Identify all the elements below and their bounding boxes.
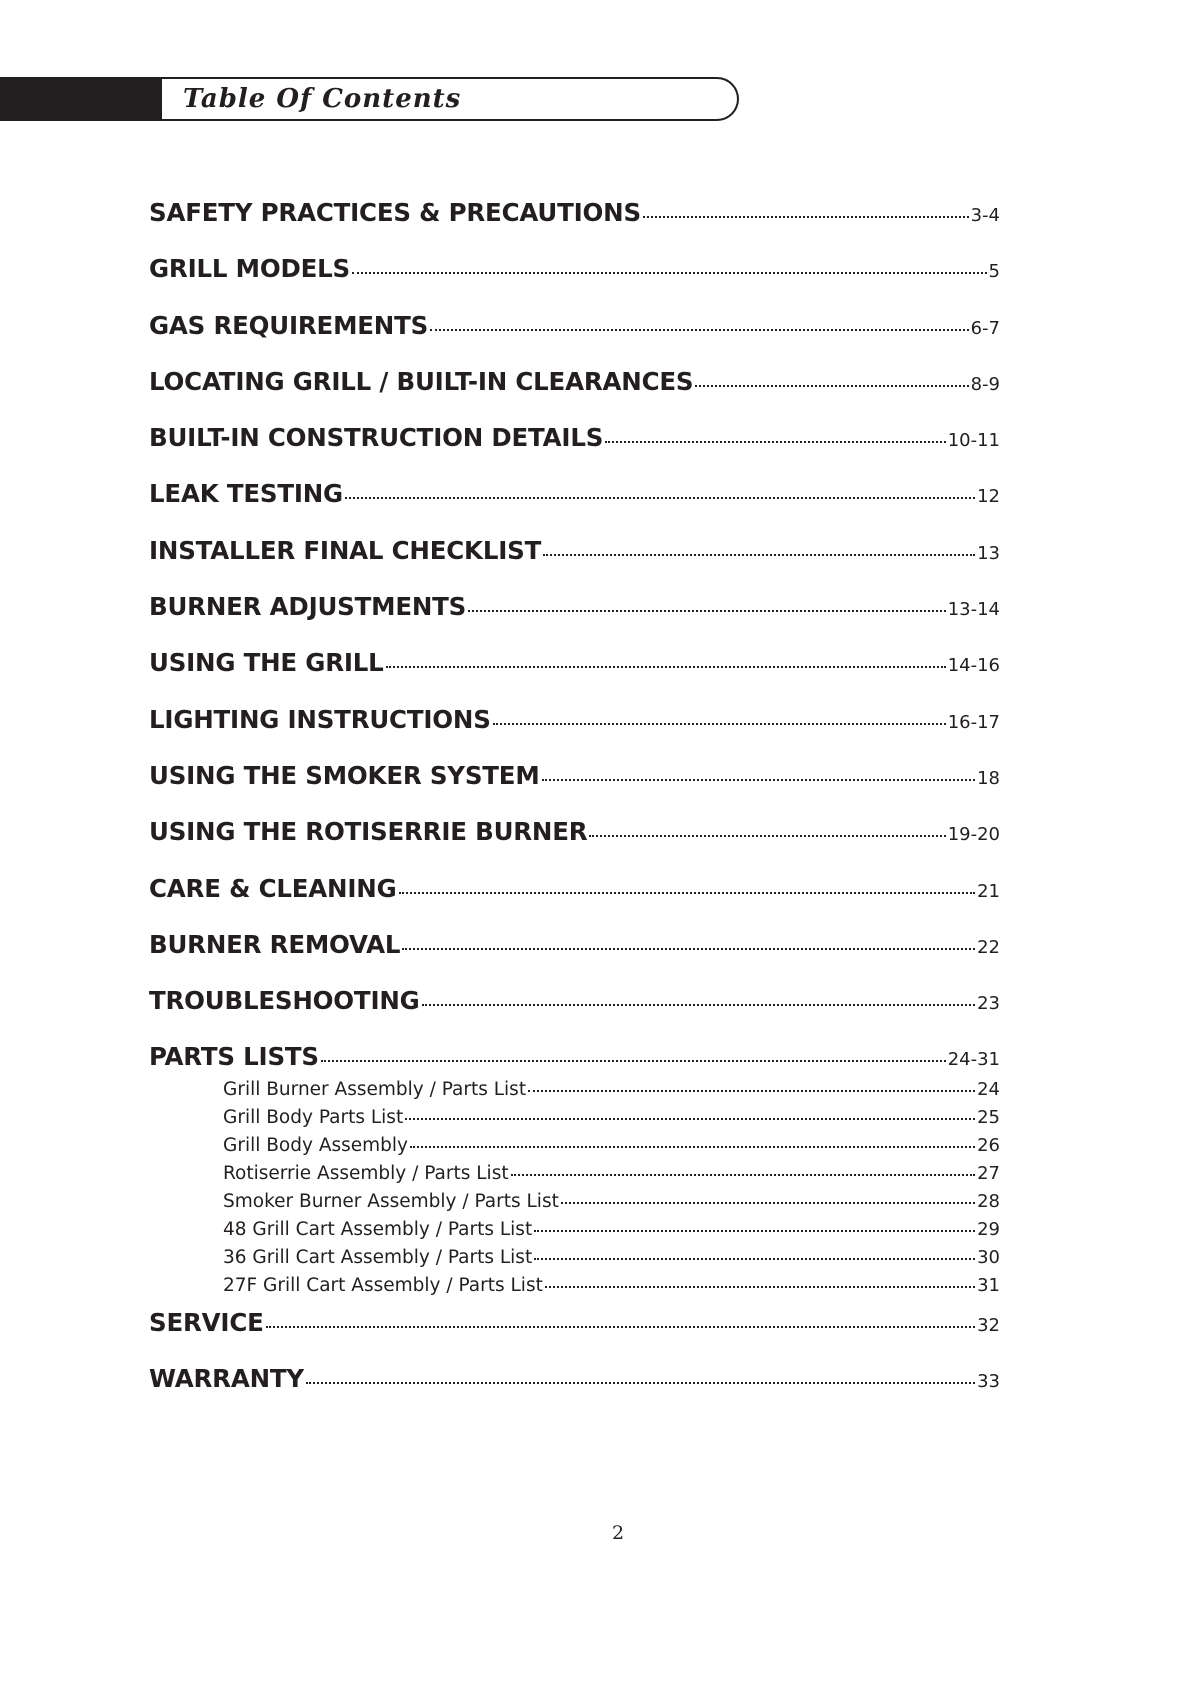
dot-leader: [589, 835, 945, 837]
toc-entry-label: LOCATING GRILL / BUILT-IN CLEARANCES: [149, 366, 694, 396]
toc-entry-label: LEAK TESTING: [149, 479, 343, 509]
header-bar: [0, 77, 168, 121]
dot-leader: [542, 779, 976, 781]
toc-subentry-page: 28: [977, 1191, 1000, 1213]
toc-entry-care-cleaning[interactable]: [149, 874, 1000, 930]
toc-subentry-label: 36 Grill Cart Assembly / Parts List: [223, 1247, 533, 1269]
dot-leader: [352, 272, 987, 274]
toc-subentry[interactable]: [223, 1247, 1000, 1275]
toc-entry-using-grill[interactable]: [149, 648, 1000, 704]
toc-entry-page: 23: [977, 993, 1000, 1015]
toc-entry-label: TROUBLESHOOTING: [149, 986, 420, 1016]
dot-leader: [266, 1326, 975, 1328]
dot-leader: [493, 723, 946, 725]
toc-entry-warranty[interactable]: [149, 1364, 1000, 1420]
toc-entry-page: 5: [988, 261, 1000, 283]
toc-entry-label: BURNER REMOVAL: [149, 929, 401, 959]
toc-subentry-label: Grill Burner Assembly / Parts List: [223, 1078, 527, 1100]
toc-subentry-page: 27: [977, 1163, 1000, 1185]
toc-entry-label: BURNER ADJUSTMENTS: [149, 592, 467, 622]
dot-leader: [511, 1174, 976, 1176]
dot-leader: [430, 329, 969, 331]
toc-entry-safety[interactable]: [149, 198, 1000, 254]
toc-entry-leak-testing[interactable]: [149, 479, 1000, 535]
toc-subentry-page: 30: [977, 1247, 1000, 1269]
toc-entry-page: 32: [977, 1314, 1000, 1336]
toc-entry-label: PARTS LISTS: [149, 1042, 319, 1072]
toc-subentry-page: 24: [977, 1078, 1000, 1100]
toc-entry-label: GAS REQUIREMENTS: [149, 310, 429, 340]
dot-leader: [534, 1230, 975, 1232]
toc-entry-page: 14-16: [947, 655, 1000, 677]
toc-entry-page: 13-14: [947, 599, 1000, 621]
toc-entry-label: BUILT-IN CONSTRUCTION DETAILS: [149, 423, 604, 453]
toc-entry-built-in-construction[interactable]: [149, 423, 1000, 479]
toc-entry-label: USING THE GRILL: [149, 648, 384, 678]
dot-leader: [561, 1202, 975, 1204]
toc-entry-burner-adjustments[interactable]: [149, 592, 1000, 648]
toc-subentry-label: Rotiserrie Assembly / Parts List: [223, 1163, 509, 1185]
toc-subentry-label: 48 Grill Cart Assembly / Parts List: [223, 1219, 533, 1241]
toc-entry-service[interactable]: [149, 1308, 1000, 1364]
toc-entry-lighting-instructions[interactable]: [149, 705, 1000, 761]
toc-entry-page: 12: [977, 486, 1000, 508]
toc-subentry[interactable]: [223, 1163, 1000, 1191]
toc-entry-label: WARRANTY: [149, 1363, 304, 1393]
toc-entry-page: 6-7: [970, 317, 1000, 339]
dot-leader: [643, 216, 969, 218]
toc-subentry-page: 26: [977, 1134, 1000, 1156]
toc-subentry-page: 31: [977, 1275, 1000, 1297]
toc-subentry[interactable]: [223, 1135, 1000, 1163]
dot-leader: [468, 610, 946, 612]
toc-subentry-label: Grill Body Assembly: [223, 1134, 408, 1156]
dot-leader: [405, 1118, 975, 1120]
dot-leader: [695, 385, 968, 387]
toc-entry-rotiserrie-burner[interactable]: [149, 817, 1000, 873]
page-title: Table Of Contents: [183, 84, 462, 114]
toc-entry-label: USING THE ROTISERRIE BURNER: [149, 817, 588, 847]
dot-leader: [545, 1286, 975, 1288]
parts-lists-subentries: [149, 1079, 1000, 1304]
dot-leader: [321, 1060, 946, 1062]
toc-entry-label: INSTALLER FINAL CHECKLIST: [149, 535, 542, 565]
dot-leader: [534, 1258, 975, 1260]
toc-entry-gas-requirements[interactable]: [149, 311, 1000, 367]
toc-subentry-page: 25: [977, 1106, 1000, 1128]
toc-subentry-label: 27F Grill Cart Assembly / Parts List: [223, 1275, 543, 1297]
toc-entry-smoker-system[interactable]: [149, 761, 1000, 817]
page-number: 2: [611, 1522, 625, 1544]
toc-entry-grill-models[interactable]: [149, 254, 1000, 310]
dot-leader: [402, 948, 975, 950]
dot-leader: [410, 1146, 975, 1148]
toc-subentry-label: Grill Body Parts List: [223, 1106, 404, 1128]
toc-entry-label: SAFETY PRACTICES & PRECAUTIONS: [149, 198, 641, 227]
dot-leader: [605, 441, 946, 443]
toc-entry-page: 3-4: [970, 205, 1000, 226]
toc-entry-label: LIGHTING INSTRUCTIONS: [149, 704, 491, 734]
toc-entry-page: 19-20: [947, 824, 1000, 846]
toc-entry-label: SERVICE: [149, 1307, 264, 1337]
toc-subentry-page: 29: [977, 1219, 1000, 1241]
toc-entry-page: 33: [977, 1370, 1000, 1392]
toc-entry-label: USING THE SMOKER SYSTEM: [149, 760, 540, 790]
toc-entry-page: 8-9: [970, 373, 1000, 395]
toc-entry-page: 24-31: [947, 1049, 1000, 1071]
toc-entry-troubleshooting[interactable]: [149, 986, 1000, 1042]
toc-entry-burner-removal[interactable]: [149, 930, 1000, 986]
dot-leader: [422, 1004, 976, 1006]
dot-leader: [345, 497, 975, 499]
toc-subentry[interactable]: [223, 1275, 1000, 1303]
toc-entry-label: CARE & CLEANING: [149, 873, 397, 903]
toc-subentry-label: Smoker Burner Assembly / Parts List: [223, 1191, 559, 1213]
toc-subentry[interactable]: [223, 1191, 1000, 1219]
toc-entry-page: 10-11: [947, 430, 1000, 452]
dot-leader: [543, 554, 975, 556]
toc-subentry[interactable]: [223, 1107, 1000, 1135]
toc-subentry[interactable]: [223, 1079, 1000, 1107]
toc-entry-label: GRILL MODELS: [149, 254, 350, 284]
toc-entry-page: 18: [977, 767, 1000, 789]
toc-entry-page: 22: [977, 936, 1000, 958]
toc-entry-locating-grill[interactable]: [149, 367, 1000, 423]
toc-entry-page: 21: [977, 880, 1000, 902]
dot-leader: [306, 1382, 975, 1384]
dot-leader: [386, 666, 946, 668]
dot-leader: [528, 1090, 975, 1092]
dot-leader: [399, 892, 976, 894]
toc-subentry[interactable]: [223, 1219, 1000, 1247]
toc-entry-installer-checklist[interactable]: [149, 536, 1000, 592]
toc-entry-page: 13: [977, 542, 1000, 564]
toc-entry-page: 16-17: [947, 711, 1000, 733]
table-of-contents: [149, 198, 1000, 1420]
